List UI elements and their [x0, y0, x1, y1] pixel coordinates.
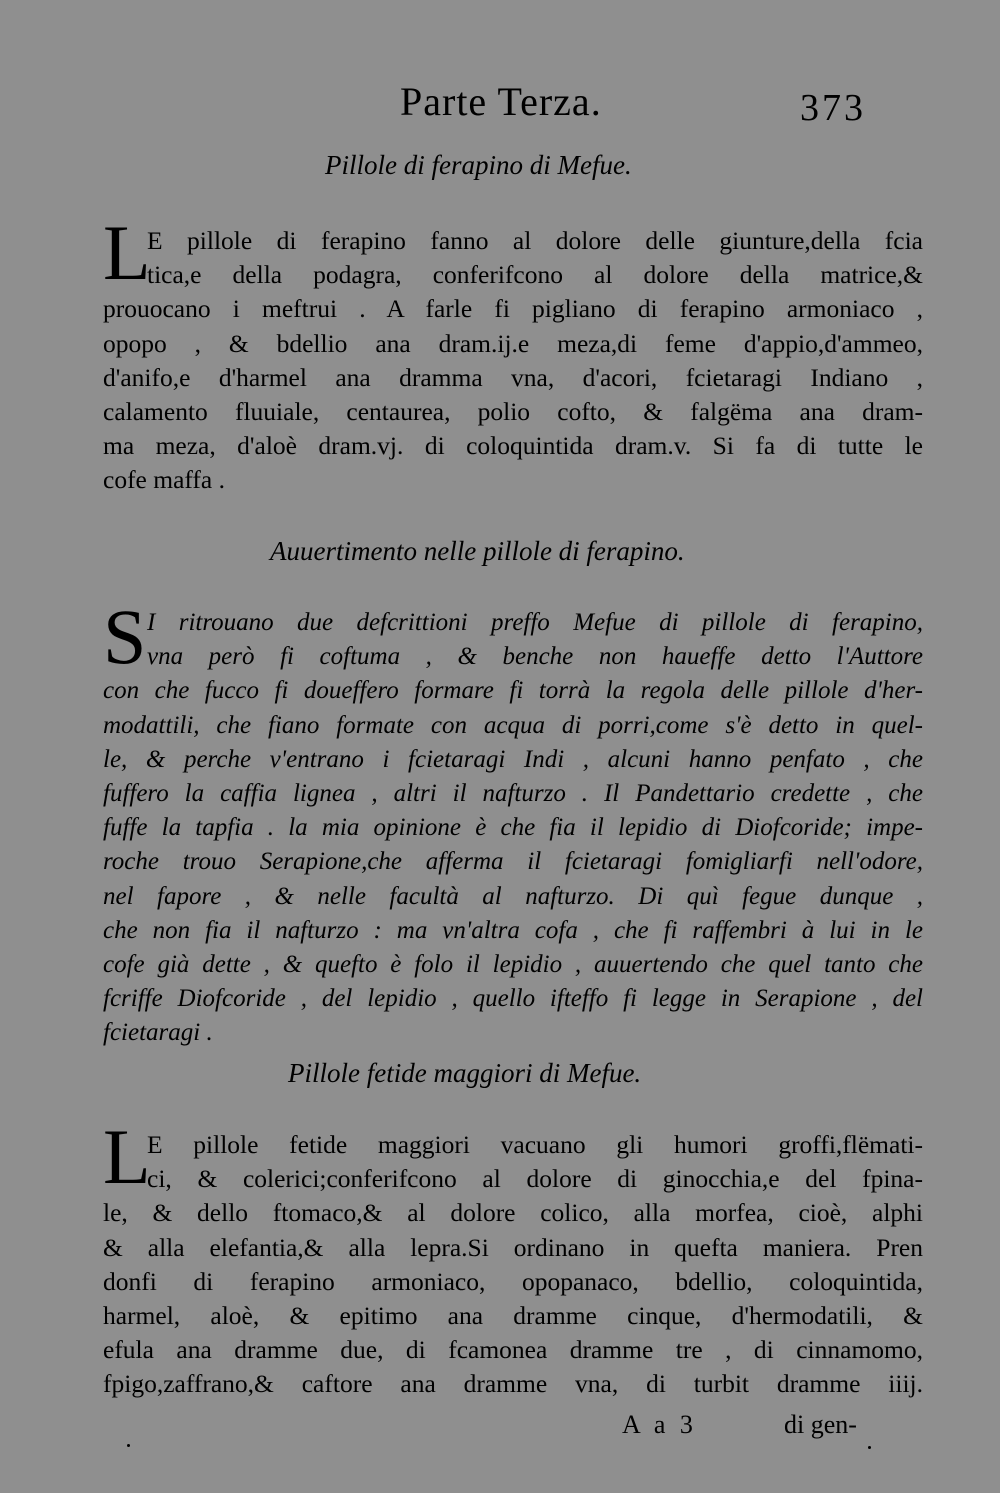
ink-speck [868, 1446, 871, 1449]
text-line: fuffero la caffia lignea , altri il nafturzo . Il Pandettario credette , che [103, 779, 923, 807]
text-line: roche trouo Serapione,che afferma il fcietaragi fomigliarfi nell'odore, [103, 848, 923, 876]
text-line: fcriffe Diofcoride , del lepidio , quello ifteffo fi legge in Serapione , del [103, 985, 923, 1013]
running-head: Parte Terza. [400, 79, 602, 124]
text-line: vna però fi coftuma , & benche non haueffe detto l'Auttore [147, 643, 923, 671]
drop-capital: L [103, 1113, 151, 1200]
text-line: opopo , & bdellio ana dram.ij.e meza,di feme d'appio,d'ammeo, [103, 328, 923, 358]
text-line: cofe già dette , & quefto è folo il lepidio , auuertendo che quel tanto che [103, 950, 923, 978]
page-header [0, 78, 1000, 138]
text-line: ci, & colerici;conferifcono al dolore di ginocchia,e del fpina- [147, 1164, 923, 1194]
text-line: prouocano i meftrui . A farle fi pigliano di ferapino armoniaco , [103, 294, 923, 324]
text-line: le, & dello ftomaco,& al dolore colico, alla morfea, cioè, alphi [103, 1198, 923, 1228]
text-line: tica,e della podagra, conferifcono al dolore della matrice,& [147, 260, 923, 290]
catchword: di gen- [784, 1410, 857, 1439]
signature-mark: A a 3 [622, 1410, 697, 1439]
text-line: modattili, che fiano formate con acqua di porri,come s'è detto in quel- [103, 711, 923, 739]
paragraph-pillole-fetide [103, 1128, 923, 1402]
drop-capital: L [103, 209, 151, 296]
text-line: fuffe la tapfia . la mia opinione è che fia il lepidio di Diofcoride; impe- [103, 814, 923, 842]
text-line: & alla elefantia,& alla lepra.Si ordinano in quefta maniera. Pren [103, 1232, 923, 1262]
text-line: con che fucco fi doueffero formare fi torrà la regola delle pillole d'her- [103, 677, 923, 705]
text-line: calamento fluuiale, centaurea, polio cofto, & falgëma ana dram- [103, 396, 923, 426]
drop-capital: S [103, 593, 147, 680]
text-line: ma meza, d'aloè dram.vj. di coloquintida dram.v. Si fa di tutte le [103, 431, 923, 461]
text-line: donfi di ferapino armoniaco, opopanaco, bdellio, coloquintida, [103, 1266, 923, 1296]
paragraph-pillole-serapino [103, 224, 923, 498]
ink-speck [127, 1444, 130, 1447]
text-line: fcietaragi . [103, 1019, 213, 1047]
text-line: E pillole di ferapino fanno al dolore delle giunture,della fcia [147, 226, 923, 255]
text-line: d'anifo,e d'harmel ana dramma vna, d'acori, fcietaragi Indiano , [103, 362, 923, 392]
text-line: le, & perche v'entrano i fcietaragi Indi , alcuni hanno penfato , che [103, 745, 923, 773]
text-line: nel fapore , & nelle facultà al nafturzo. Di quì fegue dunque , [103, 882, 923, 910]
text-line: cofe maffa . [103, 465, 225, 495]
text-line: efula ana dramme due, di fcamonea dramme tre , di cinnamomo, [103, 1335, 923, 1365]
text-line: fpigo,zaffrano,& caftore ana dramme vna, di turbit dramme iiij. [103, 1369, 923, 1399]
section-heading-pillole-serapino: Pillole di ferapino di Mefue. [325, 150, 632, 180]
text-line: harmel, aloè, & epitimo ana dramme cinque, d'hermodatili, & [103, 1300, 923, 1330]
text-line: che non fia il nafturzo : ma vn'altra cofa , che fi raffembri à lui in le [103, 916, 923, 944]
paragraph-auuertimento [103, 606, 923, 1050]
page-footer [0, 1410, 1000, 1450]
section-heading-pillole-fetide: Pillole fetide maggiori di Mefue. [288, 1058, 642, 1088]
section-heading-auuertimento: Auuertimento nelle pillole di ferapino. [270, 536, 685, 566]
page-number: 373 [800, 87, 866, 129]
text-line: E pillole fetide maggiori vacuano gli humori groffi,flëmati- [147, 1130, 923, 1159]
text-line: I ritrouano due defcrittioni preffo Mefue di pillole di ferapino, [147, 609, 923, 636]
